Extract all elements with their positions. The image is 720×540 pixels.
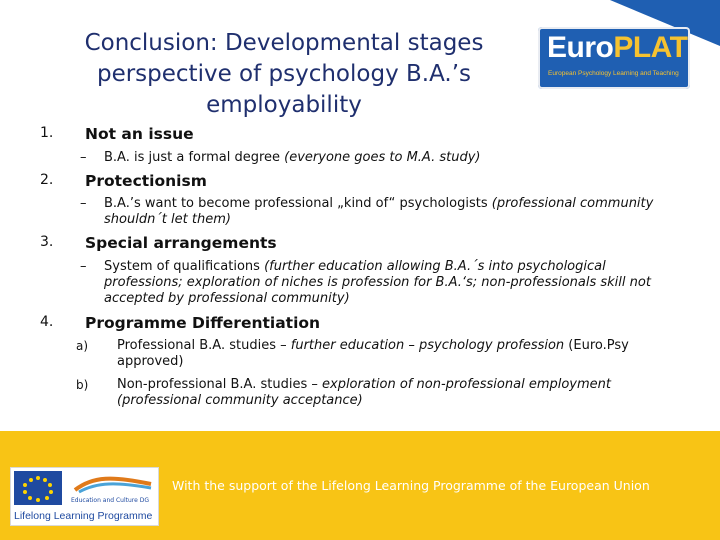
sub-text-plain: B.A.’s want to become professional „kind of“ psychologists <box>104 196 492 211</box>
item-number: 3. <box>40 234 54 250</box>
item-heading: Not an issue <box>85 125 194 143</box>
sub-text-plain: B.A. is just a formal degree <box>104 150 285 165</box>
sub-text-italic: (everyone goes to M.A. study) <box>284 150 481 165</box>
europlat-logo <box>538 27 690 89</box>
item-number: 1. <box>40 125 54 141</box>
sub-text-italic: (further education allowing B.A.´s into psychological professions; exploration of niches is profession for B.A.‘s; non-professionals skill not accepted by professional community) <box>104 259 651 306</box>
llp-dg-label: Education and Culture DG <box>71 497 149 504</box>
llp-wave-icon <box>73 474 153 494</box>
sub-text-italic: (professional community shouldn´t let them) <box>104 196 654 227</box>
slide-title: Conclusion: Developmental stages perspective of psychology B.A.’s employability <box>84 30 484 118</box>
logo-wordmark <box>547 33 687 63</box>
logo-plat: PLAT <box>613 31 688 64</box>
sub-text <box>117 377 687 409</box>
sub-text-plain: Non-professional B.A. studies – <box>117 377 322 392</box>
dash: – <box>80 259 87 274</box>
item-heading: Programme Differentiation <box>85 314 321 332</box>
item-heading: Protectionism <box>85 172 207 190</box>
llp-logo <box>10 467 159 526</box>
sub-text <box>104 259 670 307</box>
llp-label: Lifelong Learning Programme <box>14 510 153 522</box>
sub-text-plain: System of qualifications <box>104 259 265 274</box>
sub-text-plain: Professional B.A. studies – <box>117 338 291 353</box>
sub-text <box>104 196 670 228</box>
sub-letter: a) <box>76 339 89 353</box>
sub-text <box>104 150 670 166</box>
dash: – <box>80 196 87 211</box>
item-number: 4. <box>40 314 54 330</box>
item-number: 2. <box>40 172 54 188</box>
support-text: With the support of the Lifelong Learning Programme of the European Union <box>172 478 650 493</box>
sub-text <box>117 338 687 370</box>
sub-text-italic: exploration of non-professional employment (professional community acceptance) <box>117 377 611 408</box>
dash: – <box>80 150 87 165</box>
footer-band <box>0 431 720 540</box>
logo-subtitle: European Psychology Learning and Teaching <box>548 70 679 77</box>
item-heading: Special arrangements <box>85 234 277 252</box>
sub-text-plain-2: (Euro.Psy approved) <box>117 338 629 369</box>
eu-flag-icon <box>14 471 62 505</box>
logo-euro: Euro <box>547 31 614 64</box>
sub-text-italic: further education – psychology profession <box>290 338 565 353</box>
sub-letter: b) <box>76 378 89 392</box>
